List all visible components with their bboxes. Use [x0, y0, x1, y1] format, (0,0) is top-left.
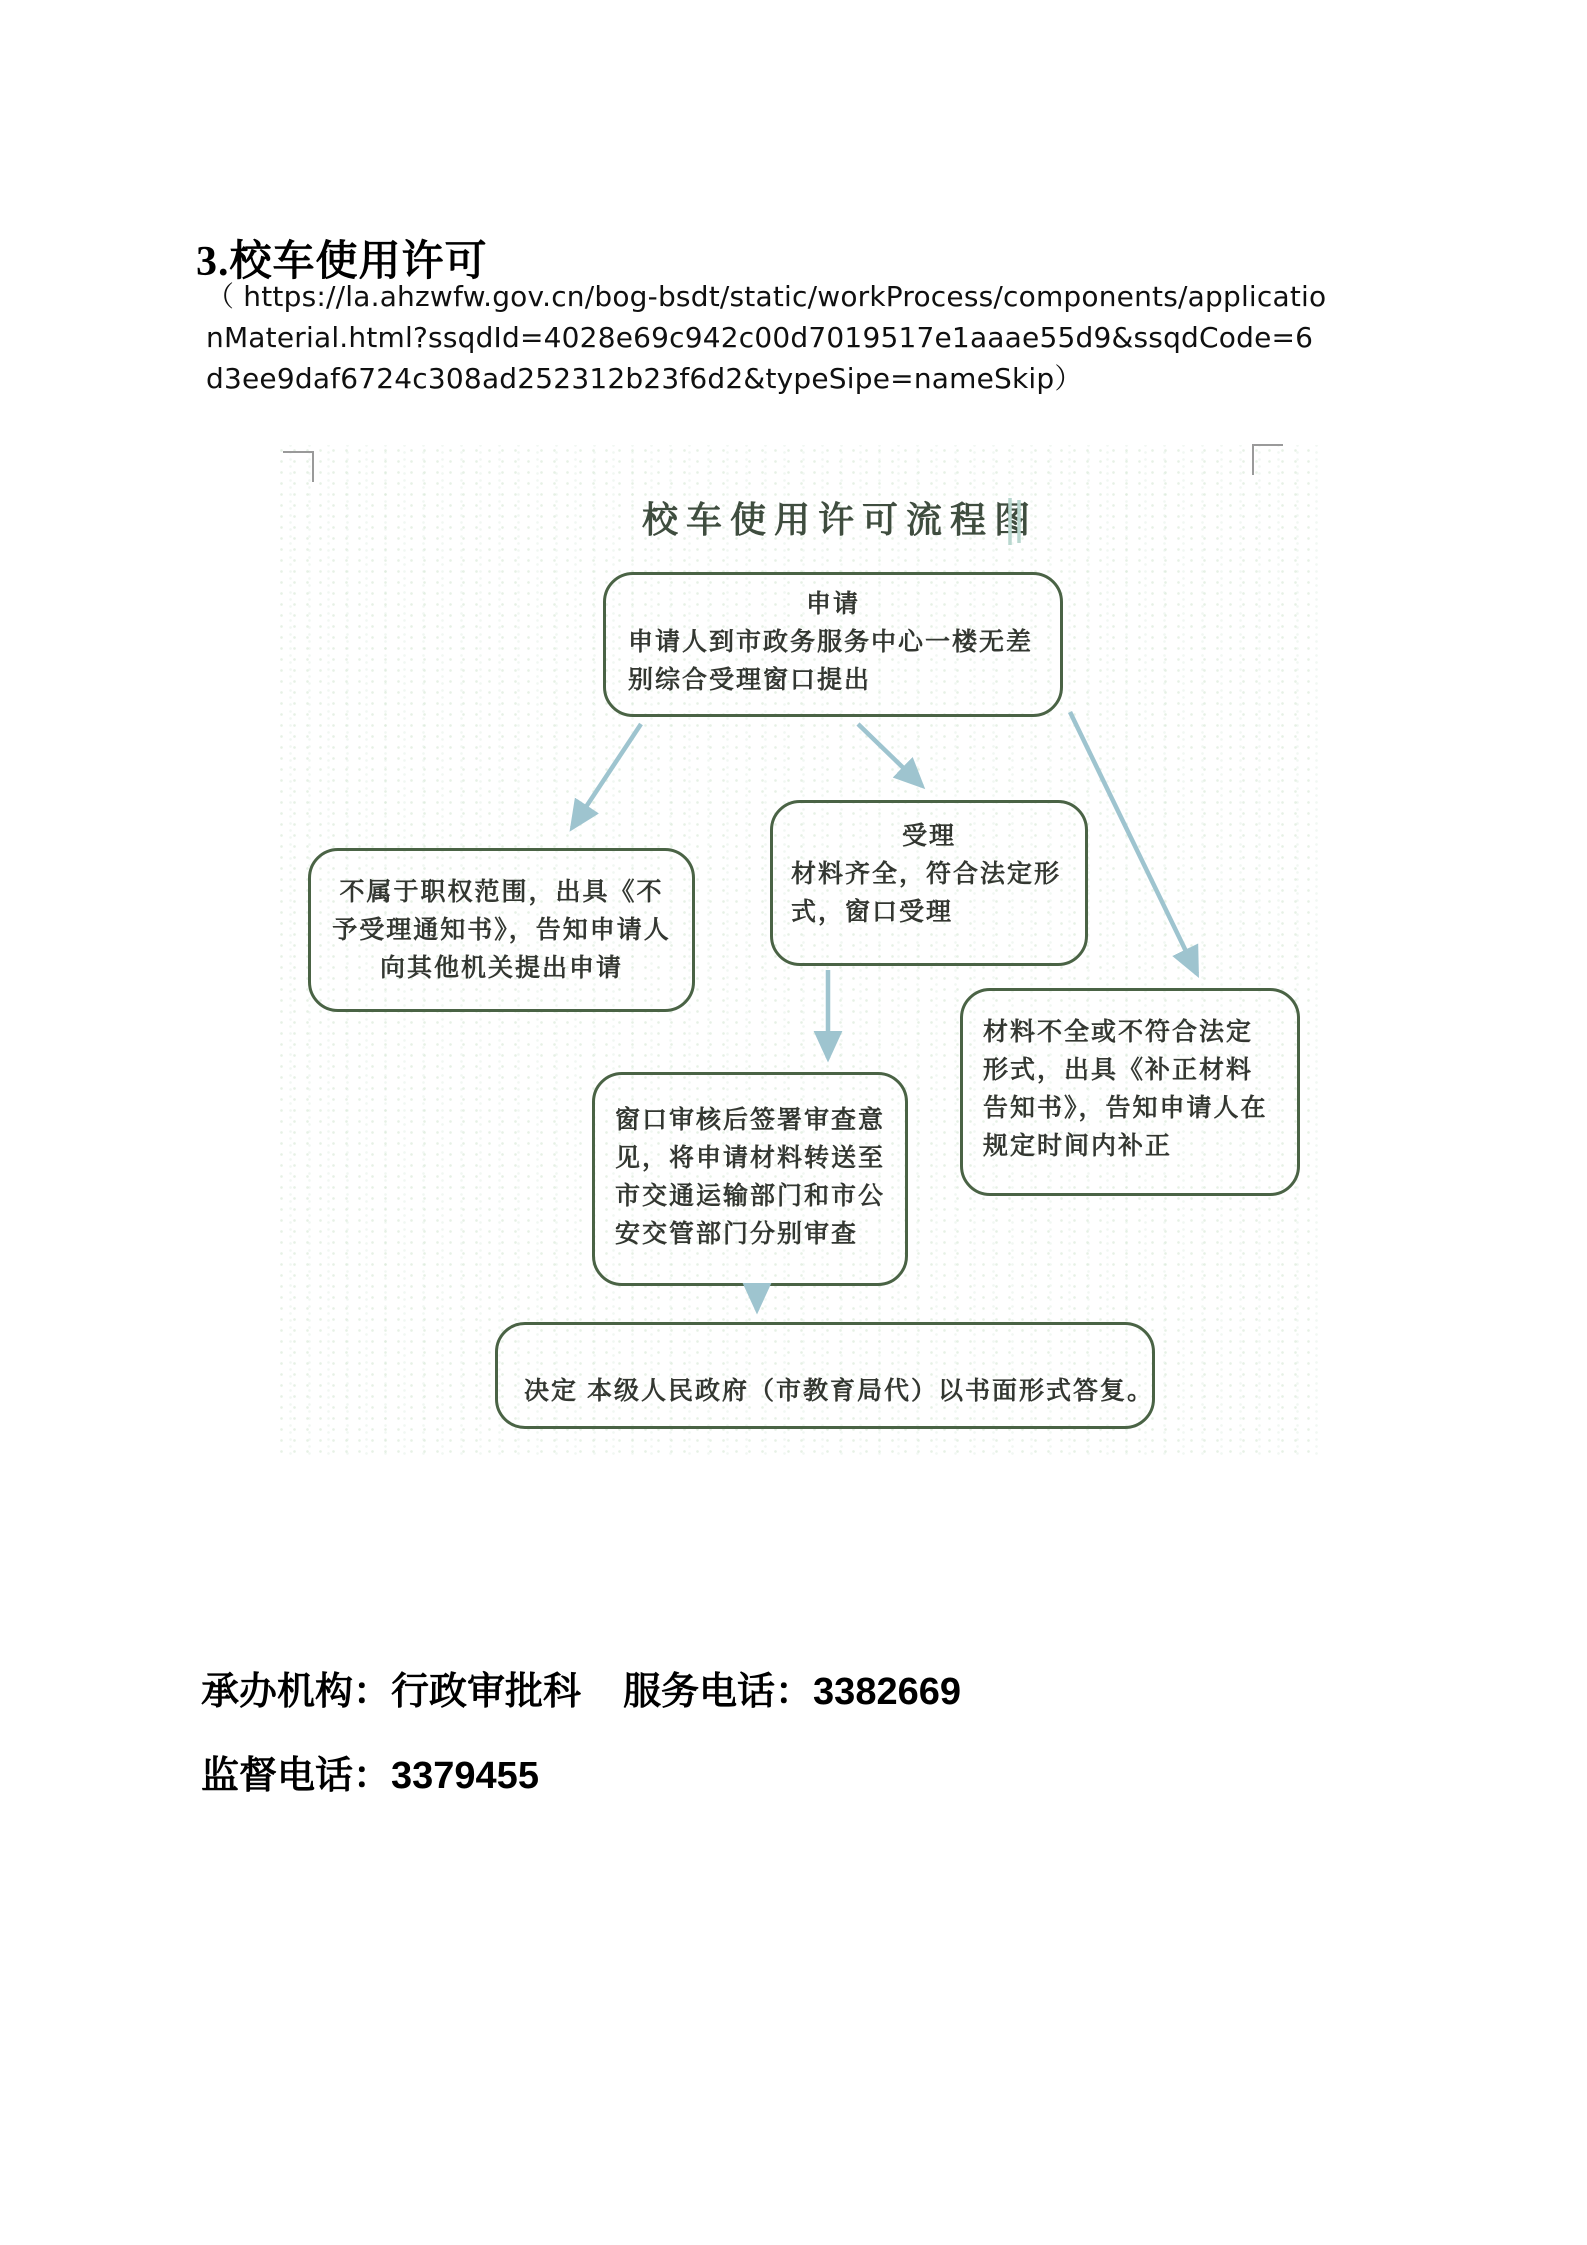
footer-supervision-line [201, 1744, 539, 1799]
crop-mark-right [1253, 445, 1283, 475]
arrow-apply-to-reject [572, 724, 641, 828]
source-url-line-3: d3ee9daf6724c308ad252312b23f6d2&typeSipe=nameSkip） [206, 362, 1083, 395]
source-url [206, 276, 1327, 399]
arrow-apply-to-accept [858, 724, 922, 786]
service-phone-number: 3382669 [813, 1671, 961, 1713]
source-url-line-1: （ https://la.ahzwfw.gov.cn/bog-bsdt/static/workProcess/components/applicatio [206, 280, 1327, 313]
supervision-phone-number: 3379455 [391, 1755, 539, 1797]
flowchart-title: 校车使用许可流程图 [642, 499, 1039, 540]
flowchart-box-supplement [960, 988, 1300, 1196]
agency-value: 行政审批科 [391, 1671, 582, 1713]
footer-contact-line [201, 1660, 961, 1715]
box-apply-body: 申请人到市政务服务中心一楼无差别综合受理窗口提出 [628, 628, 1034, 694]
section-heading: 3.校车使用许可 [196, 239, 488, 286]
arrow-apply-to-supplement [1070, 712, 1197, 974]
box-reject-body: 不属于职权范围，出具《不予受理通知书》，告知申请人向其他机关提出申请 [332, 878, 671, 982]
box-apply-title: 申请 [805, 590, 860, 618]
flowchart-box-review [592, 1072, 908, 1286]
flowchart-box-accept [770, 800, 1088, 966]
box-accept-body: 材料齐全，符合法定形式，窗口受理 [791, 860, 1062, 926]
supervision-phone-label: 监督电话： [201, 1755, 392, 1797]
service-phone-label: 服务电话： [623, 1671, 814, 1713]
source-url-line-2: nMaterial.html?ssqdId=4028e69c942c00d7019517e1aaae55d9&ssqdCode=6 [206, 321, 1314, 354]
flowchart-box-apply [603, 572, 1063, 717]
box-review-body: 窗口审核后签署审查意见，将申请材料转送至市交通运输部门和市公安交管部门分别审查 [615, 1106, 886, 1248]
crop-mark-left [283, 452, 313, 482]
box-decision-body: 决定 本级人民政府（市教育局代）以书面形式答复。 [524, 1377, 1154, 1405]
agency-label: 承办机构： [201, 1671, 392, 1713]
box-accept-title: 受理 [901, 822, 956, 850]
flowchart-box-decision [495, 1322, 1155, 1429]
flowchart-box-reject [308, 848, 695, 1012]
box-supplement-body: 材料不全或不符合法定形式，出具《补正材料告知书》，告知申请人在规定时间内补正 [983, 1018, 1268, 1160]
